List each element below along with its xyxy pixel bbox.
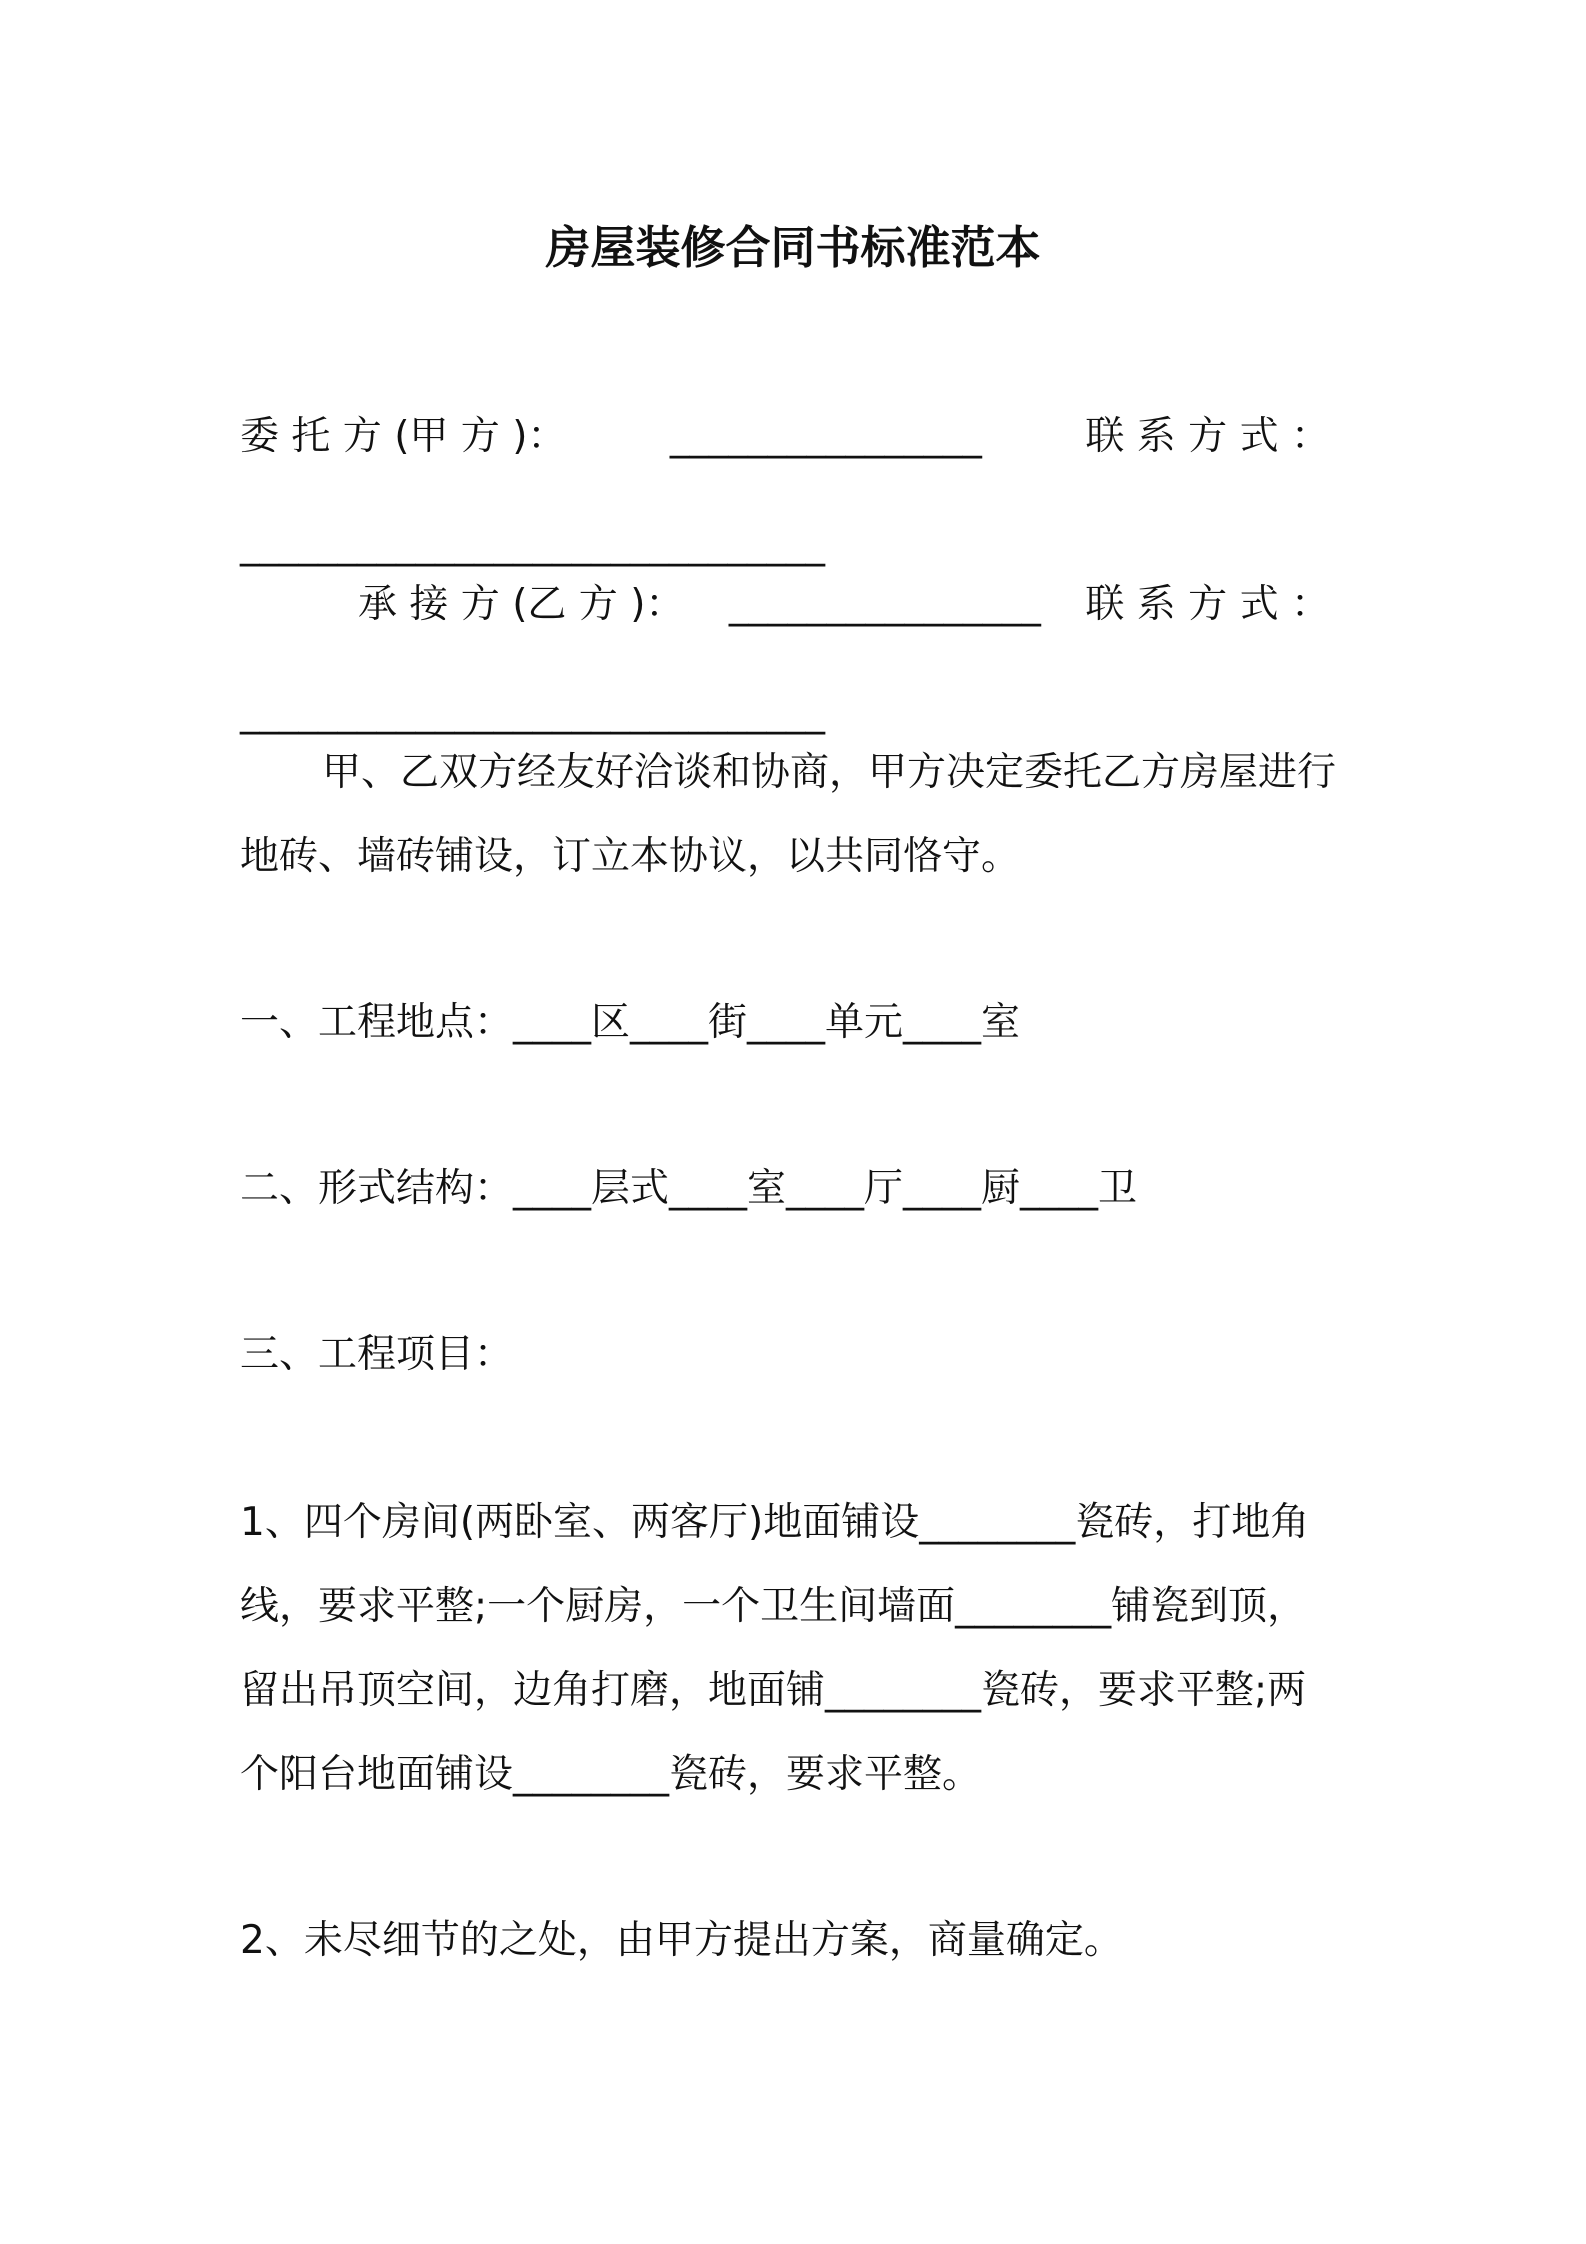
party-b-line	[358, 580, 1330, 630]
item2-line: 2、未尽细节的之处，由甲方提出方案，商量确定。	[240, 1918, 1123, 1963]
party-b-label: 承 接 方 (乙 方 )：	[358, 582, 685, 627]
item1-line-2: 线，要求平整;一个厨房，一个卫生间墙面________铺瓷到顶，	[240, 1584, 1307, 1629]
party-a-label: 委 托 方 (甲 方 )：	[240, 414, 567, 459]
section-location: 一、工程地点：____区____街____单元____室	[240, 1000, 1021, 1045]
item1-line-3: 留出吊顶空间，边角打磨，地面铺________瓷砖，要求平整;两	[240, 1668, 1307, 1713]
party-a-blank: ________________	[669, 414, 982, 459]
party-b-blank: ________________	[728, 582, 1041, 627]
party-b-contact-label: 联 系 方 式 ：	[1085, 582, 1330, 627]
section-structure: 二、形式结构：____层式____室____厅____厨____卫	[240, 1166, 1138, 1211]
party-a-contact-label: 联 系 方 式 ：	[1085, 414, 1330, 459]
party-b-contact-blank: ______________________________	[240, 690, 825, 735]
section-items-heading: 三、工程项目：	[240, 1332, 514, 1377]
intro-line-1: 甲、乙双方经友好洽谈和协商，甲方决定委托乙方房屋进行	[322, 750, 1337, 795]
document-title: 房屋装修合同书标准范本	[545, 221, 1041, 274]
item1-line-1: 1、四个房间(两卧室、两客厅)地面铺设________瓷砖，打地角	[240, 1500, 1310, 1545]
party-a-line	[240, 412, 1330, 462]
party-a-contact-blank: ______________________________	[240, 522, 825, 567]
item1-line-4: 个阳台地面铺设________瓷砖，要求平整。	[240, 1752, 982, 1797]
intro-line-2: 地砖、墙砖铺设，订立本协议，以共同恪守。	[240, 834, 1021, 879]
